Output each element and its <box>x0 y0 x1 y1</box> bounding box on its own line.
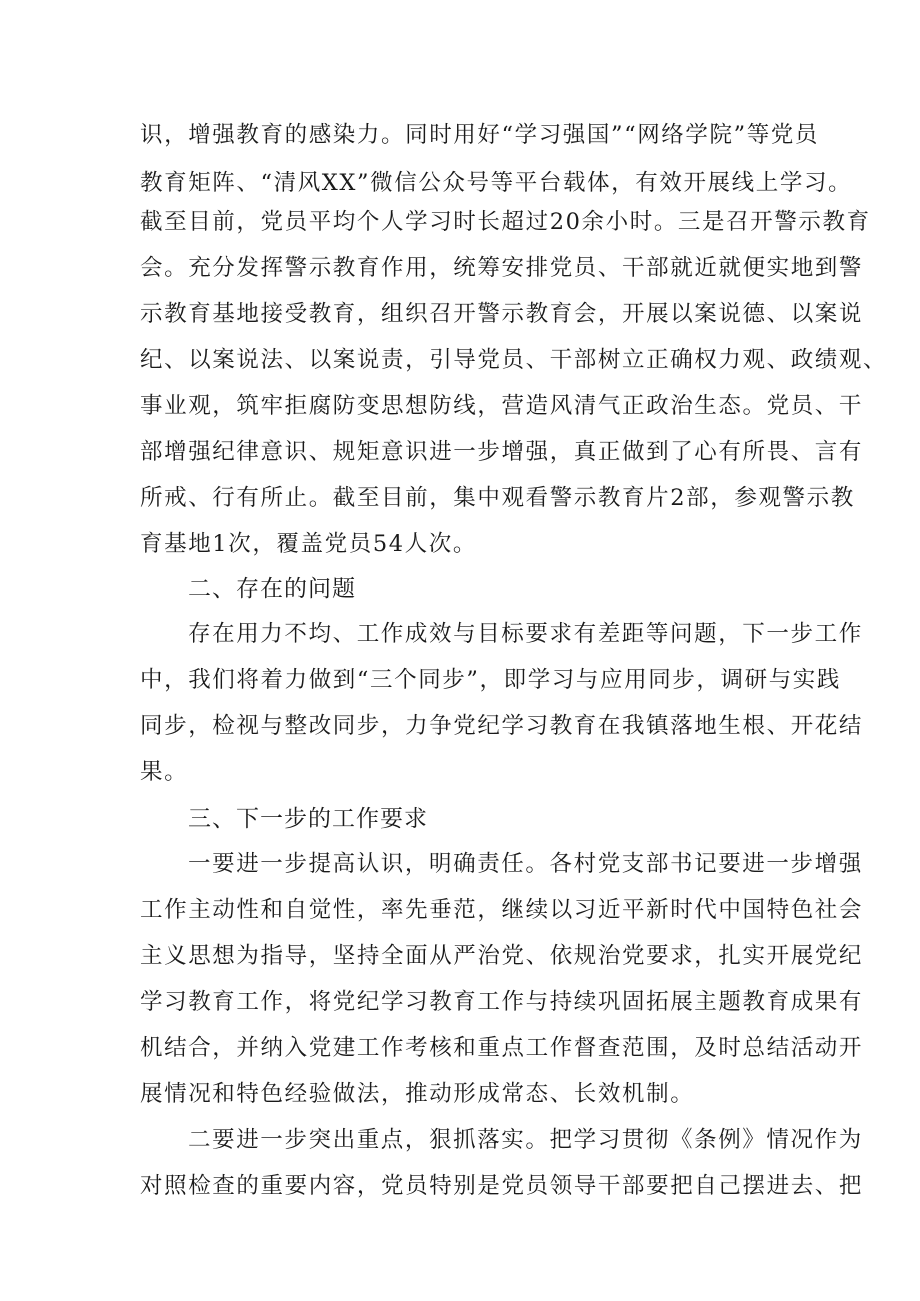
text-line: 会。充分发挥警示教育作用，统筹安排党员、干部就近就便实地到警 <box>140 255 864 281</box>
text-line: 教育矩阵、“清风XX”微信公众号等平台载体，有效开展线上学习。 <box>140 170 853 196</box>
text-line: 二要进一步突出重点，狠抓落实。把学习贯彻《条例》情况作为 <box>188 1127 863 1153</box>
text-line: 中，我们将着力做到“三个同步”，即学习与应用同步，调研与实践 <box>140 667 842 693</box>
text-line: 同步，检视与整改同步，力争党纪学习教育在我镇落地生根、开花结 <box>140 713 864 739</box>
text-line: 学习教育工作，将党纪学习教育工作与持续巩固拓展主题教育成果有 <box>140 989 864 1015</box>
text-line: 果。 <box>140 759 189 785</box>
text-line: 事业观，筑牢拒腐防变思想防线，营造风清气正政治生态。党员、干 <box>140 393 864 419</box>
section-heading-problems: 二、存在的问题 <box>188 576 356 602</box>
text-line: 纪、以案说法、以案说责，引导党员、干部树立正确权力观、政绩观、 <box>140 347 888 373</box>
text-line: 一要进一步提高认识，明确责任。各村党支部书记要进一步增强 <box>188 851 863 877</box>
text-line: 展情况和特色经验做法，推动形成常态、长效机制。 <box>140 1081 695 1107</box>
text-line: 工作主动性和自觉性，率先垂范，继续以习近平新时代中国特色社会 <box>140 897 864 923</box>
text-line: 示教育基地接受教育，组织召开警示教育会，开展以案说德、以案说 <box>140 301 864 327</box>
section-heading-next-steps: 三、下一步的工作要求 <box>188 806 428 832</box>
text-line: 主义思想为指导，坚持全面从严治党、依规治党要求，扎实开展党纪 <box>140 943 864 969</box>
text-line: 所戒、行有所止。截至目前，集中观看警示教育片2部，参观警示教 <box>140 485 855 511</box>
text-line: 对照检查的重要内容，党员特别是党员领导干部要把自己摆进去、把 <box>140 1173 864 1199</box>
text-line: 存在用力不均、工作成效与目标要求有差距等问题，下一步工作 <box>188 621 863 647</box>
text-line: 部增强纪律意识、规矩意识进一步增强，真正做到了心有所畏、言有 <box>140 439 864 465</box>
text-line: 机结合，并纳入党建工作考核和重点工作督查范围，及时总结活动开 <box>140 1035 864 1061</box>
text-line: 育基地1次，覆盖党员54人次。 <box>140 531 477 557</box>
text-line: 识，增强教育的感染力。同时用好“学习强国”“网络学院”等党员 <box>140 122 820 148</box>
text-line: 截至目前，党员平均个人学习时长超过20余小时。三是召开警示教育 <box>140 209 871 235</box>
